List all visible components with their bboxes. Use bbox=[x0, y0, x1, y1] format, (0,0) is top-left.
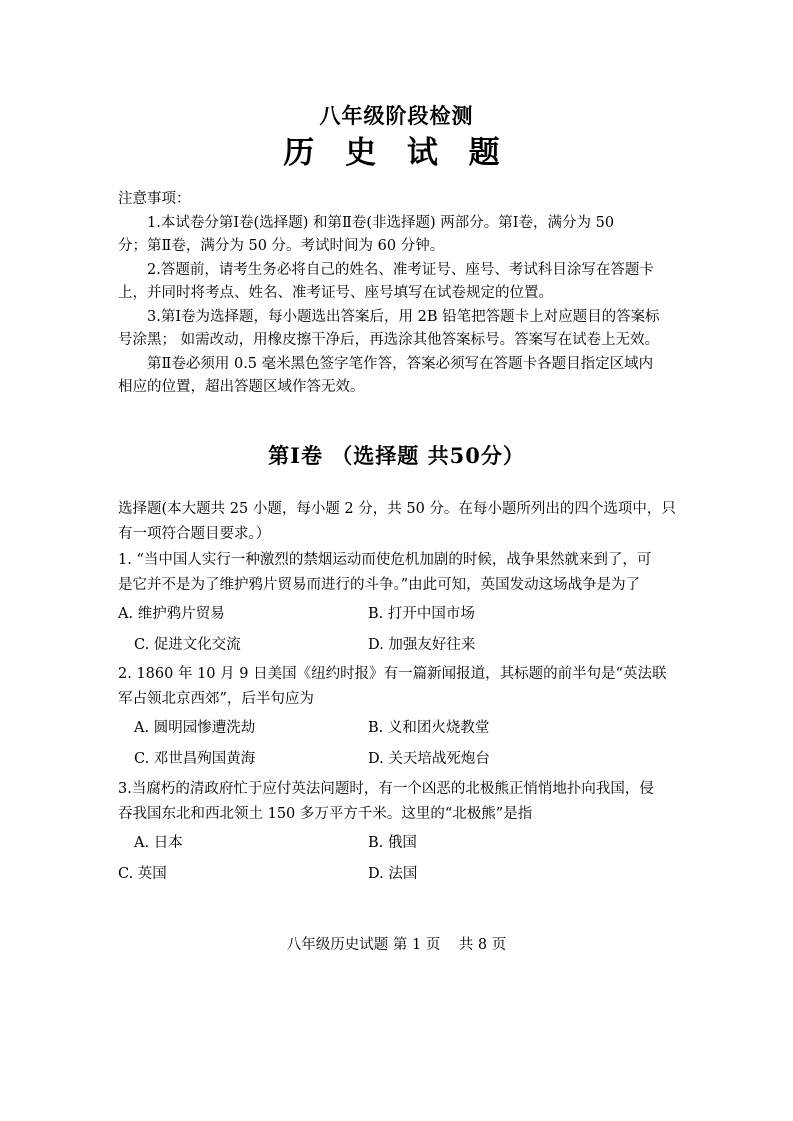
question-1-text bbox=[118, 548, 683, 598]
question-line: 1. “当中国人实行一种激烈的禁烟运动而使危机加剧的时候，战争果然就来到了，可 bbox=[118, 552, 652, 568]
notes-line: 相应的位置，超出答题区域作答无效。 bbox=[118, 379, 365, 395]
question-1-option-d: D. 加强友好往来 bbox=[368, 637, 476, 653]
section-intro bbox=[118, 497, 683, 547]
question-1-option-b: B. 打开中国市场 bbox=[368, 606, 475, 622]
notes-line: 2.答题前，请考生务必将自己的姓名、准考证号、座号、考试科目涂写在答题卡 bbox=[147, 261, 654, 278]
question-3-text bbox=[118, 777, 683, 827]
question-line: 2. 1860 年 10 月 9 日美国《纽约时报》有一篇新闻报道，其标题的前半句是“英法联 bbox=[118, 666, 667, 682]
notes-heading: 注意事项： bbox=[118, 191, 191, 207]
question-3-option-b: B. 俄国 bbox=[368, 835, 417, 851]
notes-line: 第Ⅱ卷必须用 0.5 毫米黑色签字笔作答，答案必须写在答题卡各题目指定区域内 bbox=[147, 355, 654, 372]
page-footer: 八年级历史试题 第 1 页 共 8 页 bbox=[286, 937, 507, 953]
section-heading: 第Ⅰ卷 （选择题 共50分） bbox=[268, 443, 525, 468]
notes-line: 分；第Ⅱ卷，满分为 50 分。考试时间为 60 分钟。 bbox=[118, 238, 445, 254]
notes-block bbox=[118, 188, 678, 400]
intro-line: 选择题(本大题共 25 小题，每小题 2 分，共 50 分。在每小题所列出的四个选项中，只 bbox=[118, 501, 676, 517]
question-line: 吞我国东北和西北领土 150 多万平方千米。这里的“北极熊”是指 bbox=[118, 806, 533, 822]
exam-subtitle: 八年级阶段检测 bbox=[319, 103, 474, 128]
question-3-option-c: C. 英国 bbox=[118, 866, 167, 882]
question-3-option-d: D. 法国 bbox=[368, 866, 418, 882]
question-2-option-b: B. 义和团火烧教堂 bbox=[368, 720, 490, 736]
question-line: 是它并不是为了维护鸦片贸易而进行的斗争。”由此可知，英国发动这场战争是为了 bbox=[118, 577, 641, 593]
question-1-option-c: C. 促进文化交流 bbox=[134, 637, 241, 653]
question-2-option-c: C. 邓世昌殉国黄海 bbox=[134, 751, 256, 767]
notes-line: 上，并同时将考点、姓名、准考证号、座号填写在试卷规定的位置。 bbox=[118, 285, 553, 301]
intro-line: 有一项符合题目要求。） bbox=[118, 526, 271, 542]
question-3-option-a: A. 日本 bbox=[134, 835, 183, 851]
notes-line: 3.第Ⅰ卷为选择题，每小题选出答案后，用 2B 铅笔把答题卡上对应题目的答案标 bbox=[147, 308, 660, 325]
question-1-option-a: A. 维护鸦片贸易 bbox=[118, 606, 225, 622]
notes-line: 号涂黑； 如需改动，用橡皮擦干净后，再选涂其他答案标号。答案写在试卷上无效。 bbox=[118, 332, 660, 348]
question-2-option-d: D. 关天培战死炮台 bbox=[368, 751, 490, 767]
question-2-text bbox=[118, 662, 683, 712]
question-2-option-a: A. 圆明园惨遭洗劫 bbox=[134, 720, 256, 736]
question-line: 3.当腐朽的清政府忙于应付英法问题时，有一个凶恶的北极熊正悄悄地扑向我国，侵 bbox=[118, 781, 654, 797]
exam-title: 历 史 试 题 bbox=[283, 135, 510, 171]
question-line: 军占领北京西郊”，后半句应为 bbox=[118, 691, 314, 707]
notes-line: 1.本试卷分第Ⅰ卷(选择题) 和第Ⅱ卷(非选择题) 两部分。第Ⅰ卷，满分为 50 bbox=[147, 214, 615, 231]
